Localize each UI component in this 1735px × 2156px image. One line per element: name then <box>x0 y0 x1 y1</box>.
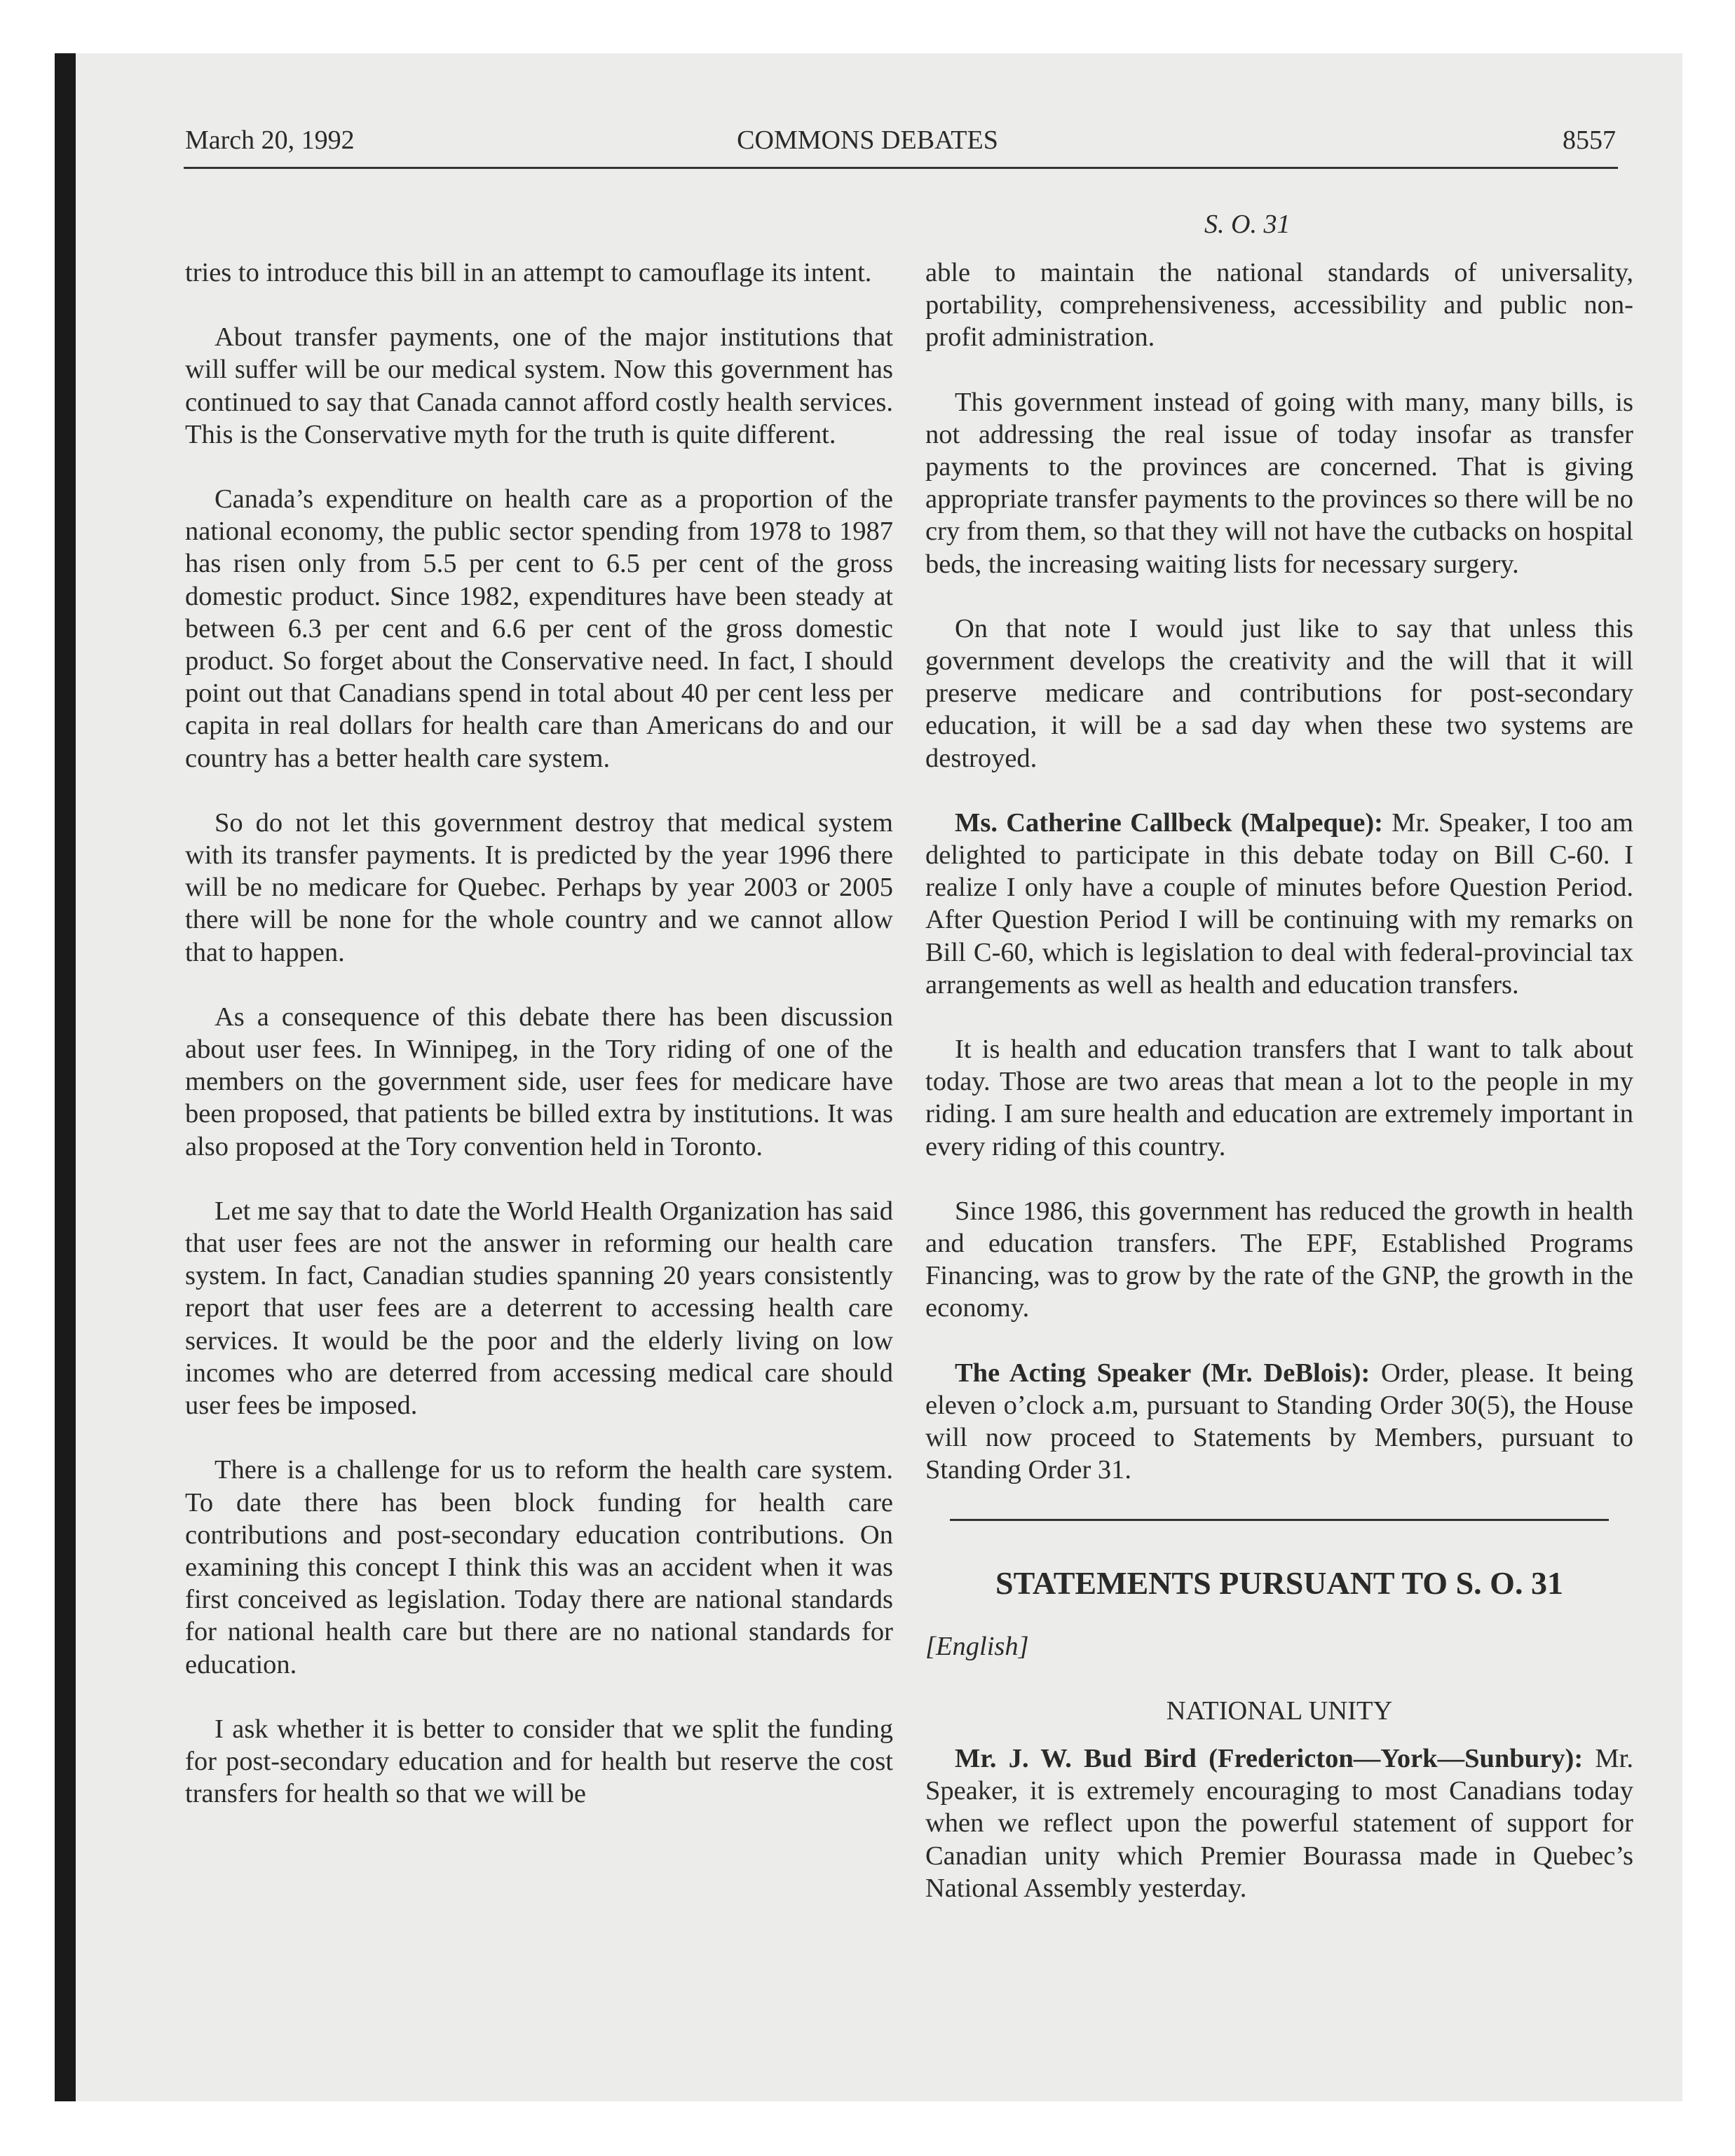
section-title: STATEMENTS PURSUANT TO S. O. 31 <box>995 1564 1563 1601</box>
paragraph: Since 1986, this government has reduced the growth in health and education transfers. The EPF, Established Programs Financing, was to grow by the rate of the GNP, the growth in the economy. <box>925 1196 1633 1323</box>
paragraph: There is a challenge for us to reform the health care system. To date there has been block funding for health care contributions and post-secondary education contributions. On examining this concept I think this was an accident when it was first conceived as legislation. Today there are national standards for national health care but there are no national standards for education. <box>185 1455 893 1679</box>
header-page-number: 8557 <box>1563 125 1616 155</box>
speech-text: Order, please. It being eleven o’clock a.m, pursuant to Standing Order 30(5), the House will now proceed to Statements by Members, pursuant to Standing Order 31. <box>925 1358 1633 1485</box>
paragraph: As a consequence of this debate there has been discussion about user fees. In Winnipeg, in the Tory riding of one of the members on the government side, user fees for medicare have been proposed, that patients be billed extra by institutions. It was also proposed at the Tory convention held in Toronto. <box>185 1002 893 1161</box>
language-marker: [English] <box>925 1631 1029 1661</box>
paragraph: On that note I would just like to say that unless this government develops the creativity and the will that it will preserve medicare and contributions for post-secondary education, it will be a sad day when these two systems are destroyed. <box>925 613 1633 773</box>
speaker-name: Mr. J. W. Bud Bird (Fredericton—York—Sunbury): <box>955 1743 1584 1773</box>
paragraph: So do not let this government destroy that medical system with its transfer payments. It is predicted by the year 1996 there will be no medicare for Quebec. Perhaps by year 2003 or 2005 there will be none for the whole country and we cannot allow that to happen. <box>185 807 893 967</box>
speech-text: Mr. Speaker, I too am delighted to participate in this debate today on Bill C-60. I realize I only have a couple of minutes before Question Period. After Question Period I will be continuing with my remarks on Bill C-60, which is legislation to deal with federal-provincial tax arrangements as well as health and education transfers. <box>925 807 1633 999</box>
header-date: March 20, 1992 <box>185 125 355 155</box>
section-rule <box>950 1519 1609 1521</box>
paragraph: This government instead of going with many, many bills, is not addressing the real issue of today insofar as transfer payments to the provinces are concerned. That is giving appropriate transfer payments to the provinces so there will be no cry from them, so that they will not have the cutbacks on hospital beds, the increasing waiting lists for necessary surgery. <box>925 387 1633 579</box>
speaker-name: The Acting Speaker (Mr. DeBlois): <box>955 1358 1370 1388</box>
paragraph: About transfer payments, one of the major institutions that will suffer will be our medical system. Now this government has continued to say that Canada cannot afford costly health services. This is the Conservative myth for the truth is quite different. <box>185 322 893 449</box>
speech-paragraph <box>925 807 1633 1001</box>
speech-text: Mr. Speaker, it is extremely encouraging to most Canadians today when we reflect upon the powerful statement of support for Canadian unity which Premier Bourassa made in Quebec’s National Assembly yesterday. <box>925 1743 1633 1903</box>
paragraph: It is health and education transfers that I want to talk about today. Those are two areas that mean a lot to the people in my riding. I am sure health and education are extremely important in every riding of this country. <box>925 1035 1633 1161</box>
paragraph: I ask whether it is better to consider that we split the funding for post-secondary education and for health but reserve the cost transfers for health so that we will be <box>185 1714 893 1809</box>
header-title: COMMONS DEBATES <box>737 125 998 155</box>
right-column <box>925 257 1633 1937</box>
speech-paragraph <box>925 1357 1633 1487</box>
scan-edge-bar <box>55 53 76 2101</box>
speaker-name: Ms. Catherine Callbeck (Malpeque): <box>955 807 1383 838</box>
running-head: S. O. 31 <box>1204 210 1291 239</box>
speech-paragraph <box>925 1742 1633 1904</box>
subheading: NATIONAL UNITY <box>1166 1696 1393 1726</box>
paragraph: Let me say that to date the World Health Organization has said that user fees are not the answer in reforming our health care system. In fact, Canadian studies spanning 20 years consistently report that user fees are a deterrent to accessing health care services. It would be the poor and the elderly living on low incomes who are deterred from accessing medical care should user fees be imposed. <box>185 1196 893 1421</box>
header-rule <box>184 167 1618 169</box>
paragraph: Canada’s expenditure on health care as a proportion of the national economy, the public sector spending from 1978 to 1987 has risen only from 5.5 per cent to 6.5 per cent of the gross domestic product. Since 1982, expenditures have been steady at between 6.3 per cent and 6.6 per cent of the gross domestic product. So forget about the Conservative need. In fact, I should point out that Canadians spend in total about 40 per cent less per capita in real dollars for health care than Americans do and our country has a better health care system. <box>185 484 893 773</box>
paragraph: able to maintain the national standards of universality, portability, comprehensiveness, accessibility and public non-profit administration. <box>925 258 1633 353</box>
left-column <box>185 257 893 1842</box>
paragraph: tries to introduce this bill in an attempt to camouflage its intent. <box>185 258 872 287</box>
